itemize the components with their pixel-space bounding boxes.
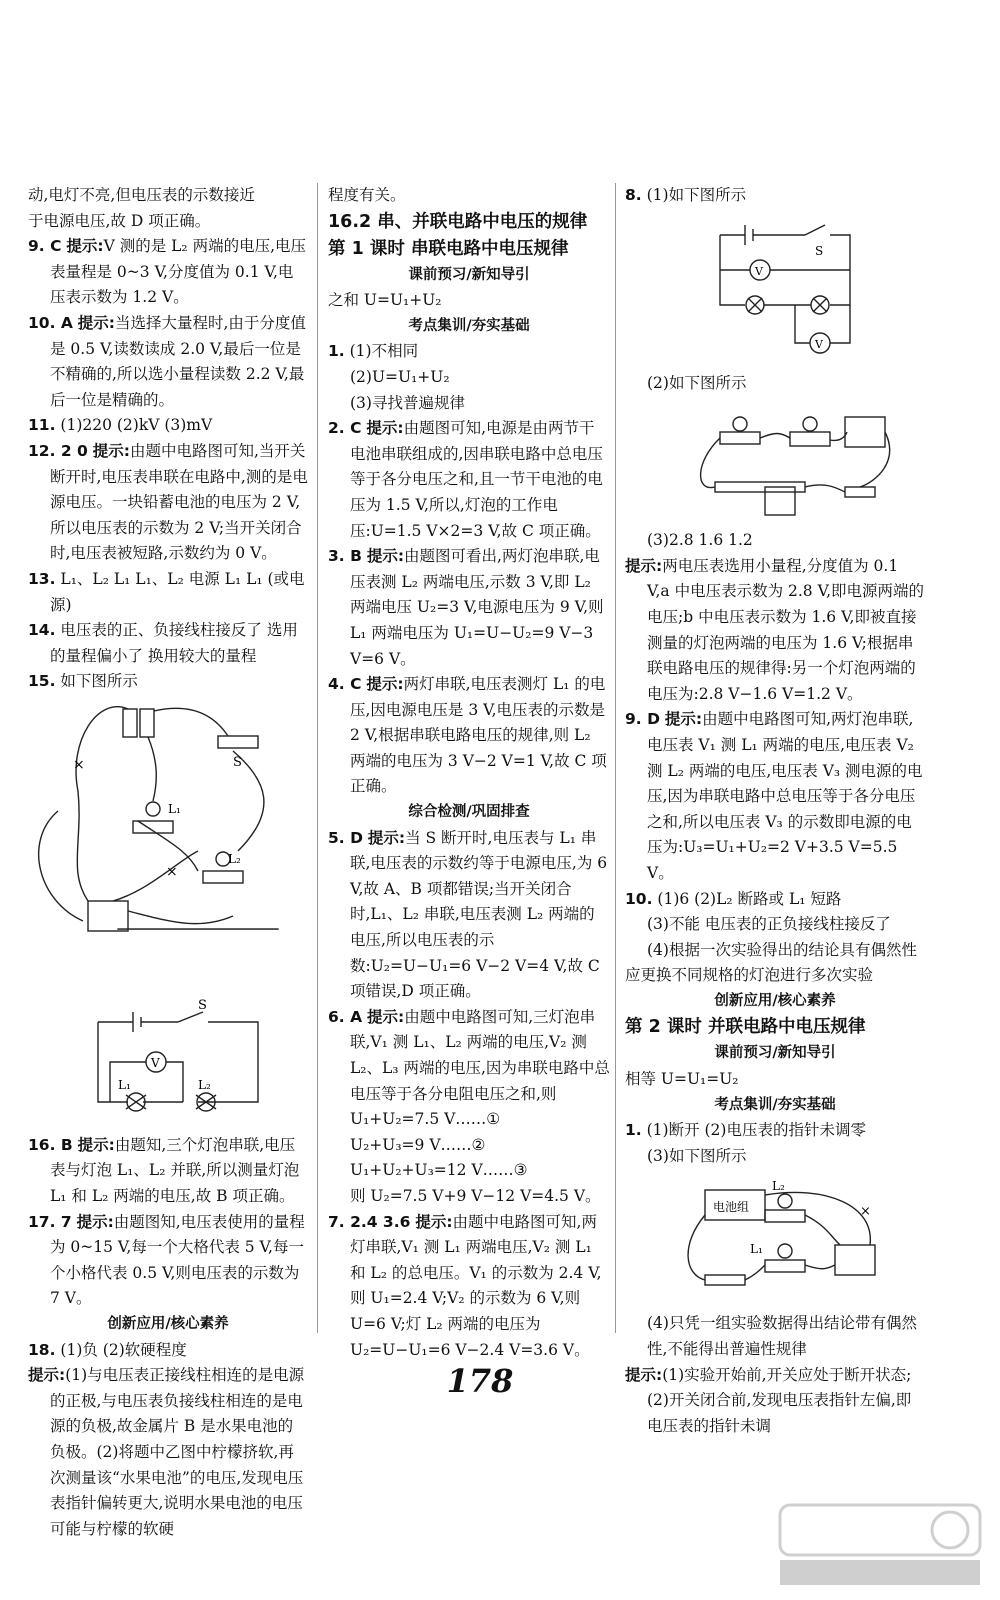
answer-body: 由题图可知,电源是由两节干电池串联组成的,因串联电路中总电压等于各分电压之和,且一节干电池的电压为 1.5 V,所以,灯泡的工作电压:U=1.5 V×2=3 V,故 C 项正确。 — [350, 419, 603, 540]
answer-text — [28, 183, 308, 209]
svg-text:电池组: 电池组 — [713, 1200, 750, 1215]
answer-text — [28, 1363, 308, 1542]
question-number: 12. 2 0 — [28, 441, 88, 460]
circuit-figure-1c — [625, 1175, 895, 1305]
answer-body: (1)不相同 — [349, 342, 419, 361]
answer-text — [328, 183, 610, 209]
hint-label: 提示: — [76, 1212, 114, 1231]
hint-label: 提示: — [28, 1366, 66, 1385]
section-heading: 课前预习/新知导引 — [408, 266, 530, 283]
answer-item — [328, 339, 610, 365]
answer-item — [625, 183, 925, 209]
lesson-title: 16.2 串、并联电路中电压的规律 — [328, 211, 588, 232]
question-number: 7. 2.4 3.6 — [328, 1212, 411, 1231]
answer-item — [328, 1210, 610, 1364]
hint-label: 提示: — [366, 675, 404, 694]
answer-subline: U₁+U₂=7.5 V……① — [350, 1110, 501, 1129]
answer-text — [328, 288, 610, 314]
answer-body: 当 S 断开时,电压表与 L₁ 串联,电压表的示数约等于电源电压,为 6 V,故 A、B 项都错误;当开关闭合时,L₁、L₂ 串联,电压表测 L₂ 两端的电压,所以电压表的示数:U₂=U−U₁=6 V−2 V=4 V,故 C 项错误,D 项正确。 — [350, 828, 608, 1001]
column-middle — [328, 183, 610, 1363]
answer-item — [28, 669, 308, 695]
hint-label: 提示: — [367, 1007, 405, 1026]
answer-body: 由题中电路图可知,两灯串联,V₁ 测 L₁ 两端电压,V₂ 测 L₁ 和 L₂ 的总电压。V₁ 的示数为 2.4 V,则 U₁=2.4 V;V₂ 的示数为 6 V,则 U=6 V;灯 L₂ 两端的电压为 U₂=U−U₁=6 V−2.4 V=3.6 V。 — [350, 1212, 602, 1359]
answer-subline: (3)如下图所示 — [647, 1146, 747, 1165]
hint-label: 提示: — [77, 313, 115, 332]
answer-item — [328, 544, 610, 672]
lesson-title: 第 1 课时 串联电路中电压规律 — [328, 238, 569, 259]
hint-label: 提示: — [366, 419, 404, 438]
answer-subline: (3)2.8 1.6 1.2 — [647, 531, 753, 550]
question-number: 16. B — [28, 1135, 73, 1154]
circuit-figure-8b — [625, 402, 895, 522]
answer-body: 相等 U=U₁=U₂ — [625, 1070, 739, 1089]
svg-text:L₂: L₂ — [198, 1077, 211, 1092]
answer-subline: (4)根据一次实验得出的结论具有偶然性 — [647, 940, 917, 959]
column-divider — [615, 183, 616, 1333]
answer-body: 电压表的正、负接线柱接反了 选用的量程偏小了 换用较大的量程 — [50, 621, 298, 665]
hint-label: 提示: — [366, 547, 405, 566]
hint-label: 提示: — [66, 237, 104, 256]
answer-body: (1)断开 (2)电压表的指针未调零 — [646, 1121, 866, 1140]
answer-body: 于电源电压,故 D 项正确。 — [28, 211, 211, 230]
hint-label: 提示: — [92, 441, 130, 460]
answer-item — [625, 1118, 925, 1144]
svg-text:L₂: L₂ — [772, 1179, 785, 1194]
question-number: 6. A — [328, 1007, 363, 1026]
answer-subline: (2)U=U₁+U₂ — [350, 367, 450, 386]
answer-body: 由题中电路图可知,两灯泡串联,电压表 V₁ 测 L₁ 两端的电压,电压表 V₂ 测 L₂ 两端的电压,电压表 V₃ 测电源的电压,因为串联电路中总电压等于各分电压之和,所以电压表 V₃ 的示数即电源的电压为:U₃=U₁+U₂=2 V+3.5 V=5.5 V。 — [647, 710, 923, 882]
answer-body: 应更换不同规格的灯泡进行多次实验 — [625, 966, 874, 985]
circuit-figure-15 — [28, 701, 298, 991]
svg-text:L₁: L₁ — [750, 1242, 763, 1257]
answer-body: (1)220 (2)kV (3)mV — [60, 416, 213, 435]
answer-body: (1)与电压表正接线柱相连的是电源的正极,与电压表负接线柱相连的是电源的负极,故金属片 B 是水果电池的负极。(2)将题中乙图中柠檬挤软,再次测量该“水果电池”的电压,发现电压表指针偏转更大,说明水果电池的电压可能与柠檬的软硬 — [50, 1366, 305, 1538]
answer-item — [28, 439, 308, 567]
answer-item — [28, 1338, 308, 1364]
answer-body: L₁、L₂ L₁ L₁、L₂ 电源 L₁ L₁ (或电源) — [50, 569, 305, 614]
question-number: 4. C — [328, 675, 362, 694]
question-number: 13. — [28, 569, 56, 588]
answer-body: 由题中电路图可知,三灯泡串联,V₁ 测 L₁、L₂ 两端的电压,V₂ 测 L₂、L₃ 两端的电压,因为串联电路中总电压等于各分电阻电压之和,则 — [350, 1007, 610, 1103]
answer-item — [328, 1005, 610, 1107]
answer-body: 如下图所示 — [60, 672, 138, 691]
switch-label: S — [233, 754, 242, 770]
question-number: 8. — [625, 186, 642, 204]
hint-label: 提示: — [415, 1212, 453, 1231]
answer-body: 由题知,三个灯泡串联,电压表与灯泡 L₁、L₂ 并联,所以测量灯泡 L₁ 和 L₂ 两端的电压,故 B 项正确。 — [50, 1135, 300, 1206]
answer-body: (1)负 (2)软硬程度 — [60, 1340, 187, 1359]
hint-label: 提示: — [77, 1135, 115, 1154]
section-heading: 创新应用/核心素养 — [714, 992, 836, 1009]
section-heading: 课前预习/新知导引 — [714, 1045, 836, 1062]
answer-body: (1)6 (2)L₂ 断路或 L₁ 短路 — [657, 889, 842, 908]
answer-subline: (3)不能 电压表的正负接线柱接反了 — [647, 915, 891, 934]
answer-body: 动,电灯不亮,但电压表的示数接近 — [28, 186, 255, 204]
answer-subline: U₁+U₂+U₃=12 V……③ — [350, 1161, 528, 1180]
hint-label: 提示: — [625, 1365, 663, 1384]
answer-text — [28, 209, 308, 235]
answer-body: (1)实验开始前,开关应处于断开状态;(2)开关闭合前,发现电压表指针左偏,即电压表的指针未调 — [647, 1365, 912, 1435]
answer-body: (1)如下图所示 — [646, 186, 747, 204]
lamp-label: L₂ — [228, 851, 241, 866]
svg-text:×: × — [73, 756, 85, 773]
section-heading: 考点集训/夯实基础 — [408, 317, 530, 334]
answer-body: 由题中电路图可知,当开关断开时,电压表串联在电路中,测的是电源电压。一块铅蓄电池的电压为 2 V,所以电压表的示数为 2 V;当开关闭合时,电压表被短路,示数约为 0 V。 — [50, 441, 308, 563]
svg-text:V: V — [815, 337, 823, 351]
question-number: 5. D — [328, 828, 363, 847]
svg-text:V: V — [755, 264, 763, 278]
svg-text:S: S — [198, 997, 207, 1013]
answer-body: 两电压表选用小量程,分度值为 0.1 V,a 中电压表示数为 2.8 V,即电源两端的电压;b 中电压表示数为 1.6 V,即被直接测量的灯泡两端的电压为 1.6 V;根据串联电路电压的规律得:另一个灯泡两端的电压为:2.8 V−1.6 V=1.2 V。 — [647, 556, 924, 703]
answer-item — [328, 416, 610, 544]
answer-item — [28, 567, 308, 618]
answer-body: 之和 U=U₁+U₂ — [328, 291, 442, 310]
lesson-title: 第 2 课时 并联电路中电压规律 — [625, 1017, 866, 1038]
svg-text:S: S — [815, 243, 824, 258]
answer-item — [28, 413, 308, 439]
question-number: 2. C — [328, 419, 362, 438]
answer-subline: (2)如下图所示 — [647, 373, 747, 392]
answer-body: V 测的是 L₂ 两端的电压,电压表量程是 0~3 V,分度值为 0.1 V,电压表示数为 1.2 V。 — [50, 237, 307, 307]
answer-body: 当选择大量程时,由于分度值是 0.5 V,读数读成 2.0 V,最后一位是不精确的,所以选小量程读数 2.2 V,最后一位是精确的。 — [50, 313, 306, 409]
answer-body: 由题图知,电压表使用的量程为 0~15 V,每一个大格代表 5 V,每一个小格代表 0.5 V,则电压表的示数为 7 V。 — [50, 1212, 305, 1308]
question-number: 10. — [625, 889, 653, 908]
column-left — [28, 183, 308, 1542]
question-number: 9. D — [625, 710, 660, 729]
answer-item — [625, 887, 925, 913]
section-heading: 创新应用/核心素养 — [107, 1316, 229, 1333]
answer-subline: (3)寻找普遍规律 — [350, 393, 465, 412]
question-number: 14. — [28, 621, 56, 640]
answer-item — [28, 1133, 308, 1210]
page-number: 178 — [446, 1362, 514, 1400]
hint-label: 提示: — [367, 828, 406, 847]
question-number: 1. — [328, 342, 345, 361]
section-heading: 考点集训/夯实基础 — [714, 1096, 836, 1113]
section-heading: 综合检测/巩固排查 — [408, 804, 530, 821]
question-number: 11. — [28, 416, 56, 435]
hint-label: 提示: — [625, 556, 663, 575]
hint-label: 提示: — [664, 710, 703, 729]
svg-text:×: × — [166, 863, 178, 880]
watermark-logo — [770, 1500, 990, 1590]
answer-item — [625, 707, 925, 886]
question-number: 17. 7 — [28, 1212, 72, 1231]
answer-text — [625, 963, 925, 989]
answer-item — [328, 672, 610, 800]
answer-subline: U₂+U₃=9 V……② — [350, 1135, 486, 1154]
answer-body: 由题图可看出,两灯泡串联,电压表测 L₂ 两端电压,示数 3 V,即 L₂ 两端电压 U₂=3 V,电源电压为 9 V,则 L₁ 两端电压为 U₁=U−U₂=9 V−3 V=6 V。 — [350, 547, 604, 668]
column-right — [625, 183, 925, 1439]
answer-text — [625, 554, 925, 708]
answer-subline: 则 U₂=7.5 V+9 V−12 V=4.5 V。 — [350, 1186, 601, 1205]
circuit-diagram-8a — [625, 215, 895, 365]
answer-item — [28, 1210, 308, 1312]
svg-text:L₁: L₁ — [118, 1077, 131, 1092]
question-number: 3. B — [328, 547, 362, 566]
question-number: 1. — [625, 1121, 642, 1140]
answer-item — [28, 618, 308, 669]
circuit-diagram-15 — [28, 997, 298, 1127]
column-divider — [317, 183, 318, 1333]
answer-text — [625, 1363, 925, 1440]
svg-text:V: V — [151, 1055, 160, 1070]
answer-body: 程度有关。 — [328, 186, 406, 204]
answer-item — [28, 311, 308, 413]
question-number: 18. — [28, 1340, 56, 1359]
question-number: 15. — [28, 672, 56, 691]
lamp-label: L₁ — [168, 801, 181, 816]
answer-item — [328, 826, 610, 1005]
answer-subline: (4)只凭一组实验数据得出结论带有偶然性,不能得出普遍性规律 — [647, 1314, 917, 1359]
question-number: 9. C — [28, 237, 62, 256]
question-number: 10. A — [28, 313, 73, 332]
answer-body: 两灯串联,电压表测灯 L₁ 的电压,因电源电压是 3 V,电压表的示数是 2 V,根据串联电路电压的规律,则 L₂ 两端的电压为 3 V−2 V=1 V,故 C 项正确。 — [350, 675, 607, 796]
svg-text:×: × — [860, 1204, 871, 1220]
answer-text — [625, 1067, 925, 1093]
answer-item — [28, 234, 308, 311]
